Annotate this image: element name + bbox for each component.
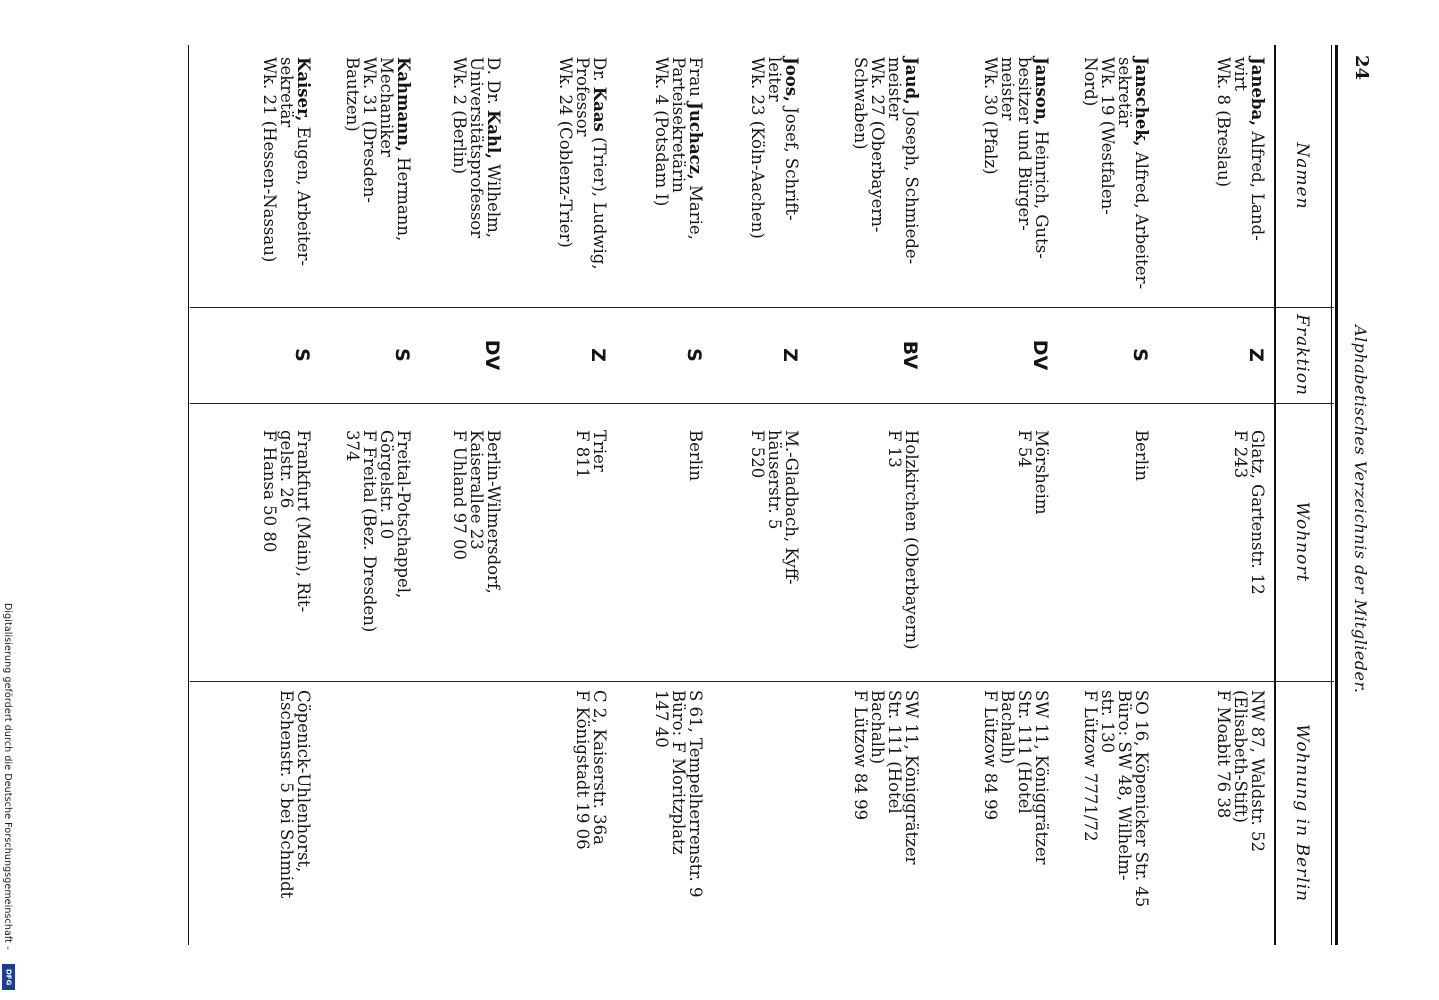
column-divider [190, 681, 1334, 682]
member-surname: Janeba, [1248, 57, 1267, 126]
member-wohnort: Berlin [1132, 430, 1151, 481]
member-surname: Kaas [590, 86, 609, 132]
member-name-details: Marie, Parteisekretärin Wk. 4 (Potsdam I) [652, 57, 705, 240]
member-berlin-address: SO 16, Köpenicker Str. 45 Büro: SW 48, Wilhelm- str. 130 F Lützow 7771/72 [1081, 690, 1151, 908]
member-surname: Janschek, [1132, 57, 1151, 147]
member-fraktion: S [291, 348, 313, 362]
member-name [451, 57, 502, 297]
member-name-details: Alfred, Arbeiter- sekretär Wk. 19 (Westfalen- Nord) [1081, 57, 1151, 290]
digitization-note [0, 0, 24, 1000]
member-name-details: Eugen, Arbeiter- sekretär Wk. 21 (Hessen-Nassau) [260, 57, 313, 266]
member-wohnort: M.-Gladbach, Kyff- häuserstr. 5 F 520 [748, 430, 801, 585]
member-wohnort: Berlin-Wilmersdorf, Kaiserallee 23 F Uhland 97 00 [450, 430, 503, 594]
member-title-prefix: D. Dr. [484, 57, 503, 110]
member-name-details: Heinrich, Guts- besitzer und Bürger- meister Wk. 30 (Pfalz) [981, 57, 1051, 259]
member-name-details: Wilhelm, Universitätsprofessor Wk. 2 (Berlin) [450, 57, 503, 239]
member-name [344, 57, 412, 297]
member-berlin-address: C 2, Kaiserstr. 36a F Königstadt 19 06 [573, 690, 609, 850]
dfg-logo: DFG [2, 964, 15, 990]
member-berlin-address: S 61, Tempelherrenstr. 9 Büro: F Moritzplatz 147 40 [652, 690, 705, 898]
member-surname: Kahmann, [394, 57, 413, 152]
member-fraktion: S [683, 348, 705, 362]
member-wohnort: Trier F 811 [573, 430, 609, 479]
member-berlin-address: SW 11, Königgrätzer Str. 111 (Hotel Bachalh) F Lützow 84 99 [981, 690, 1051, 865]
digitization-note-text: Digitalisierung gefördert durch die Deutsche Forschungsgemeinschaft - [2, 603, 13, 950]
member-berlin-address: SW 11, Königgrätzer Str. 111 (Hotel Bachalh) F Lützow 84 99 [851, 690, 921, 865]
column-head-rule [1274, 45, 1276, 945]
member-name [982, 57, 1050, 297]
column-header-wohnort: Wohnort [1292, 501, 1312, 583]
member-fraktion: Z [587, 348, 609, 362]
member-name-details: Alfred, Land- wirt Wk. 8 (Breslau) [1214, 57, 1267, 241]
member-surname: Juchacz, [686, 102, 705, 180]
member-surname: Jaud, [902, 57, 921, 105]
member-fraktion: S [391, 348, 413, 362]
member-berlin-address: Cöpenick-Uhlenhorst, Eschenstr. 5 bei Schmidt [277, 690, 313, 899]
member-name-details: Joseph, Schmiede- meister Wk. 27 (Oberbayern- Schwaben) [851, 57, 921, 265]
column-divider [190, 403, 1334, 404]
member-surname: Joos, [782, 57, 801, 102]
member-fraktion: Z [779, 348, 801, 362]
member-berlin-address: NW 87, Waldstr. 52 (Elisabeth-Stift) F Moabit 76 38 [1214, 690, 1267, 852]
member-wohnort: Mörsheim F 54 [1015, 430, 1051, 515]
member-name [1215, 57, 1266, 297]
member-name-details: Hermann, Mechaniker Wk. 31 (Dresden- Bautzen) [343, 57, 413, 242]
member-name-details: (Trier), Ludwig, Professor Wk. 24 (Coblenz-Trier) [556, 57, 609, 270]
member-name [653, 57, 704, 297]
column-divider [190, 307, 1334, 308]
column-header-fraktion: Fraktion [1292, 314, 1312, 396]
running-title: Alphabetisches Verzeichnis der Mitglieder. [1351, 325, 1370, 694]
member-title-prefix: Dr. [590, 57, 609, 87]
document-page [82, 45, 1372, 945]
member-fraktion: S [1129, 348, 1151, 362]
member-fraktion: Z [1245, 348, 1267, 362]
member-fraktion: DV [1029, 339, 1051, 371]
column-header-wohnung-in-berlin: Wohnung in Berlin [1292, 724, 1312, 902]
member-name [261, 57, 312, 297]
member-fraktion: BV [899, 340, 921, 370]
member-wohnort: Frankfurt (Main), Rit- gelstr. 26 F Hansa 50 80 [260, 430, 313, 613]
member-name [557, 57, 608, 297]
header-rule-thin [1331, 45, 1332, 945]
member-surname: Kaiser, [294, 57, 313, 122]
member-wohnort: Freital-Potschappel, Görgelstr. 10 F Freital (Bez. Dresden) 374 [343, 430, 413, 633]
header-rule-thick [1335, 45, 1338, 945]
member-wohnort: Glatz, Gartenstr. 12 F 243 [1231, 430, 1267, 595]
member-fraktion: DV [481, 339, 503, 371]
member-name [1082, 57, 1150, 297]
page-number: 24 [1351, 55, 1372, 81]
member-name-details: Josef, Schrift- leiter Wk. 23 (Köln-Aachen) [748, 57, 801, 239]
page-header [1342, 45, 1372, 945]
member-title-prefix: Frau [686, 57, 705, 103]
table-bottom-rule [188, 45, 189, 945]
member-name [749, 57, 800, 297]
member-wohnort: Holzkirchen (Oberbayern) F 13 [885, 430, 921, 650]
member-surname: Janson, [1032, 57, 1051, 126]
column-header-namen: Namen [1292, 142, 1312, 210]
member-surname: Kahl, [484, 109, 503, 159]
member-wohnort: Berlin [686, 430, 705, 481]
member-name [852, 57, 920, 297]
